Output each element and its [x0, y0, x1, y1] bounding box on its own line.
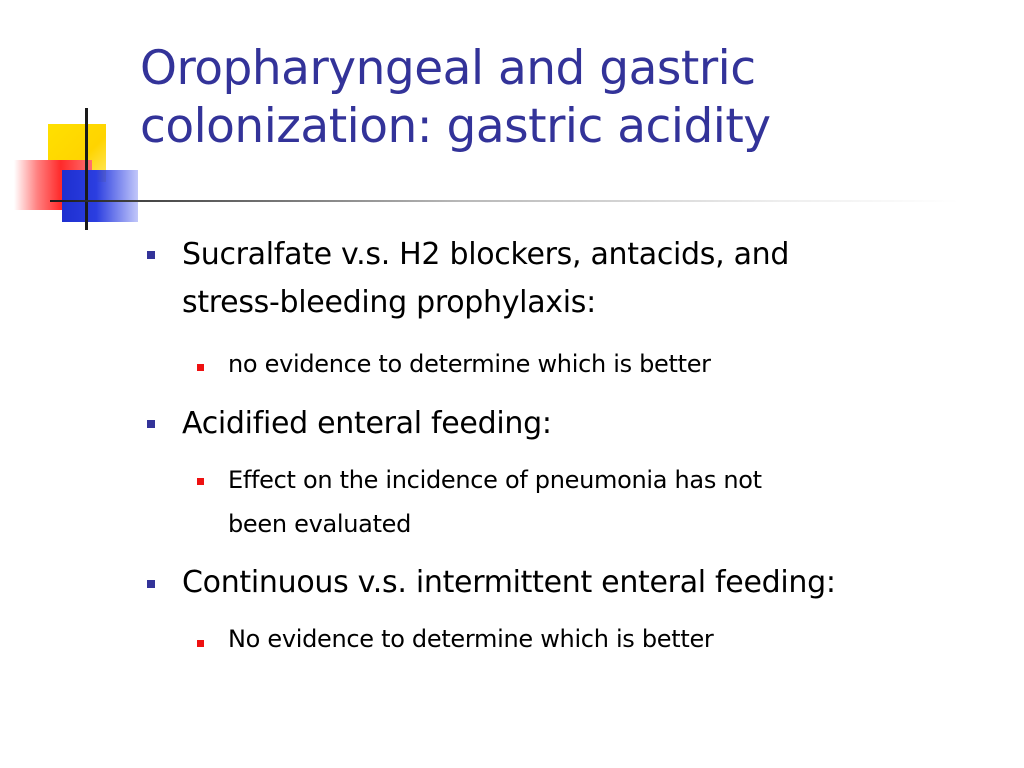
- bullet-square-icon: [147, 251, 155, 259]
- bullet-1-sub-1-text: [228, 342, 958, 386]
- bullet-1-text: [182, 231, 982, 327]
- sub-bullet-square-icon: [197, 478, 204, 485]
- bullet-square-icon: [147, 420, 155, 428]
- bullet-3-sub-1-text: [228, 617, 958, 661]
- bullet-square-icon: [147, 580, 155, 588]
- bullet-2-sub-1-line-2: been evaluated: [228, 510, 412, 538]
- slide-title-line-2: colonization: gastric acidity: [140, 99, 771, 154]
- bullet-2-sub-1-line-1: Effect on the incidence of pneumonia has not: [228, 466, 762, 494]
- sub-bullet-square-icon: [197, 364, 204, 371]
- sub-bullet-square-icon: [197, 640, 204, 647]
- bullet-3-text: [182, 559, 982, 607]
- bullet-2-sub-1-text: [228, 458, 958, 546]
- bullet-3-sub-1-line-1: No evidence to determine which is better: [228, 625, 714, 653]
- bullet-1-sub-1-line-1: no evidence to determine which is better: [228, 350, 711, 378]
- bullet-1-line-2: stress-bleeding prophylaxis:: [182, 285, 596, 320]
- slide-title-line-1: Oropharyngeal and gastric: [140, 41, 756, 96]
- bullet-3-line-1: Continuous v.s. intermittent enteral feeding:: [182, 565, 836, 600]
- bullet-1-line-1: Sucralfate v.s. H2 blockers, antacids, and: [182, 237, 790, 272]
- bullet-2-line-1: Acidified enteral feeding:: [182, 406, 552, 441]
- bullet-2-text: [182, 400, 982, 448]
